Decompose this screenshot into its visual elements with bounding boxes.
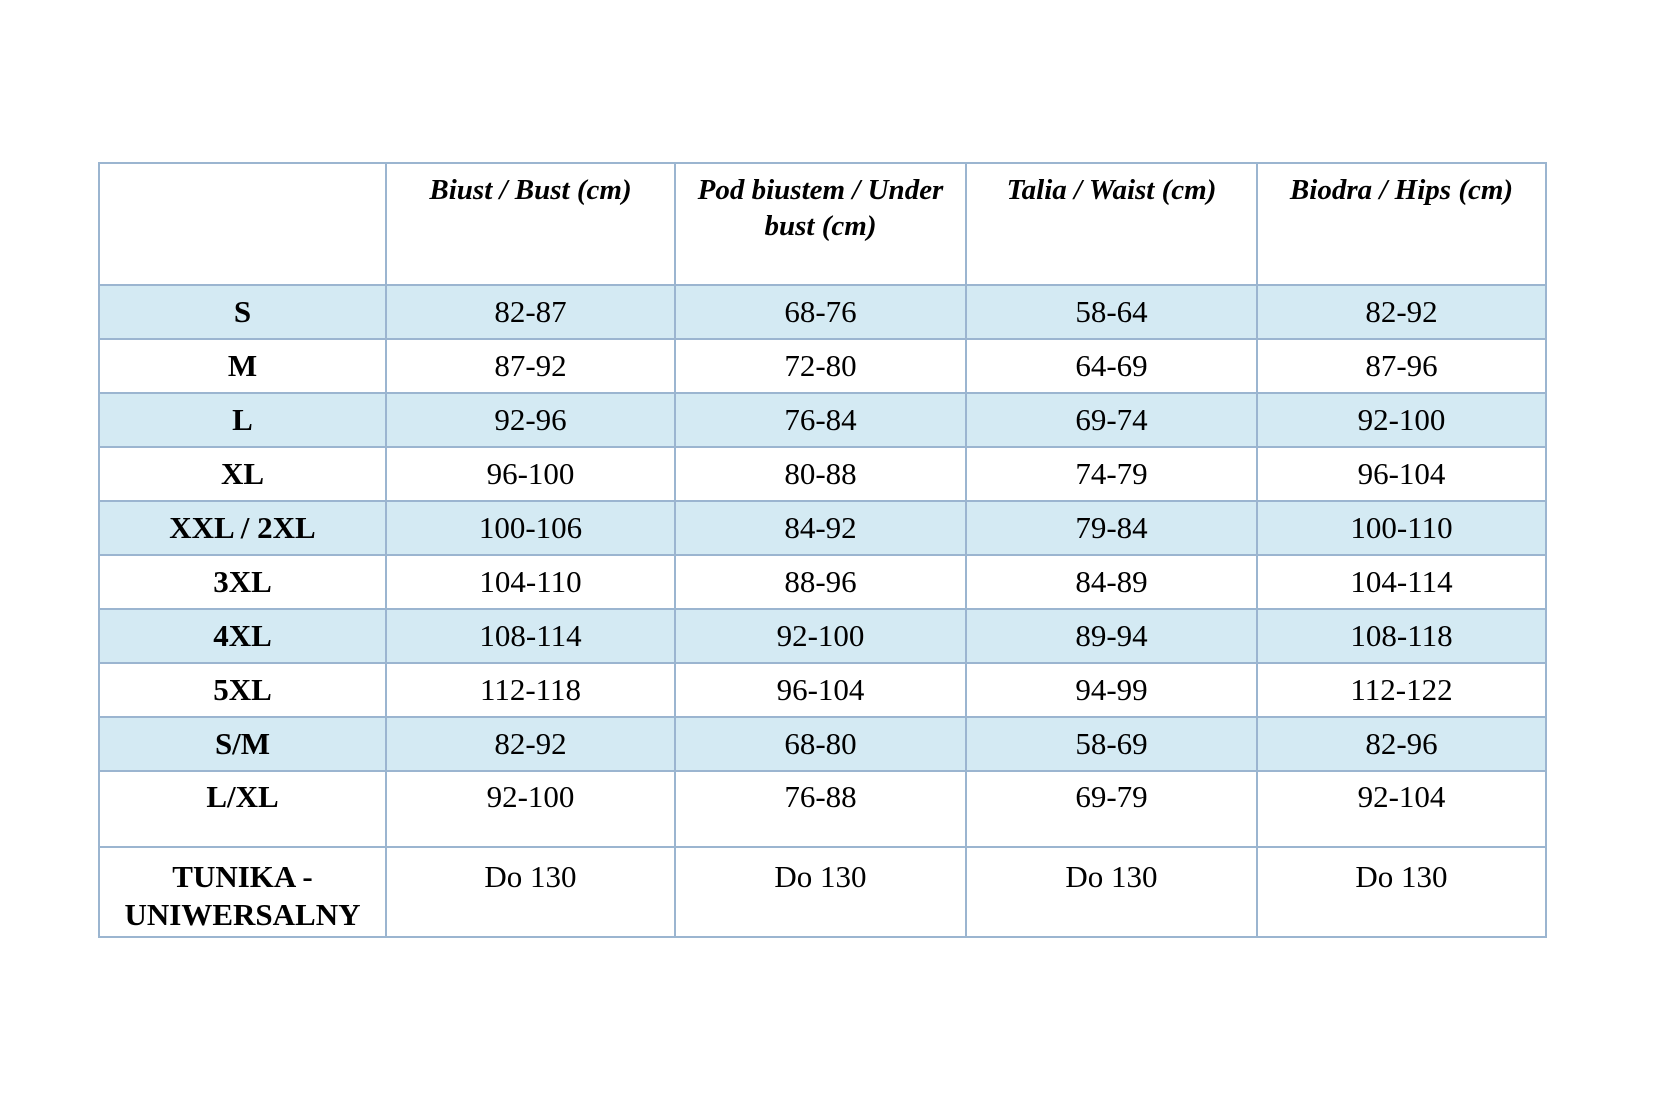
bust-cell: 108-114 <box>386 609 675 663</box>
size-cell: 3XL <box>99 555 386 609</box>
under-bust-cell: 84-92 <box>675 501 966 555</box>
waist-cell: 58-69 <box>966 717 1257 771</box>
table-row <box>99 393 1546 447</box>
size-cell: 5XL <box>99 663 386 717</box>
table-row <box>99 447 1546 501</box>
hips-cell: 104-114 <box>1257 555 1546 609</box>
size-cell: L <box>99 393 386 447</box>
size-cell: S/M <box>99 717 386 771</box>
hips-cell: 87-96 <box>1257 339 1546 393</box>
size-cell: XL <box>99 447 386 501</box>
under-bust-cell: 92-100 <box>675 609 966 663</box>
bust-cell: Do 130 <box>386 847 675 937</box>
table-row <box>99 847 1546 937</box>
table-row <box>99 609 1546 663</box>
bust-cell: 112-118 <box>386 663 675 717</box>
under-bust-cell: 68-76 <box>675 285 966 339</box>
hips-cell: 100-110 <box>1257 501 1546 555</box>
waist-cell: 89-94 <box>966 609 1257 663</box>
table-row <box>99 555 1546 609</box>
hips-cell: 82-96 <box>1257 717 1546 771</box>
table-row <box>99 339 1546 393</box>
waist-cell: 74-79 <box>966 447 1257 501</box>
size-chart-table <box>98 162 1547 938</box>
bust-cell: 100-106 <box>386 501 675 555</box>
waist-cell: 69-79 <box>966 771 1257 847</box>
table-row <box>99 663 1546 717</box>
table-header-row <box>99 163 1546 285</box>
size-cell: XXL / 2XL <box>99 501 386 555</box>
header-hips: Biodra / Hips (cm) <box>1257 163 1546 285</box>
size-cell: S <box>99 285 386 339</box>
under-bust-cell: 76-84 <box>675 393 966 447</box>
waist-cell: 69-74 <box>966 393 1257 447</box>
bust-cell: 92-100 <box>386 771 675 847</box>
bust-cell: 104-110 <box>386 555 675 609</box>
waist-cell: Do 130 <box>966 847 1257 937</box>
waist-cell: 58-64 <box>966 285 1257 339</box>
hips-cell: 92-100 <box>1257 393 1546 447</box>
size-cell: 4XL <box>99 609 386 663</box>
bust-cell: 82-87 <box>386 285 675 339</box>
under-bust-cell: 72-80 <box>675 339 966 393</box>
bust-cell: 92-96 <box>386 393 675 447</box>
size-cell: M <box>99 339 386 393</box>
size-cell: TUNIKA - UNIWERSALNY <box>99 847 386 937</box>
waist-cell: 79-84 <box>966 501 1257 555</box>
under-bust-cell: 96-104 <box>675 663 966 717</box>
table-row <box>99 771 1546 847</box>
table-row <box>99 501 1546 555</box>
under-bust-cell: Do 130 <box>675 847 966 937</box>
header-under-bust: Pod biustem / Under bust (cm) <box>675 163 966 285</box>
hips-cell: 108-118 <box>1257 609 1546 663</box>
under-bust-cell: 76-88 <box>675 771 966 847</box>
size-cell: L/XL <box>99 771 386 847</box>
hips-cell: 92-104 <box>1257 771 1546 847</box>
hips-cell: 82-92 <box>1257 285 1546 339</box>
under-bust-cell: 88-96 <box>675 555 966 609</box>
table-row <box>99 285 1546 339</box>
waist-cell: 84-89 <box>966 555 1257 609</box>
waist-cell: 64-69 <box>966 339 1257 393</box>
waist-cell: 94-99 <box>966 663 1257 717</box>
table-row <box>99 717 1546 771</box>
hips-cell: 112-122 <box>1257 663 1546 717</box>
bust-cell: 87-92 <box>386 339 675 393</box>
header-waist: Talia / Waist (cm) <box>966 163 1257 285</box>
hips-cell: 96-104 <box>1257 447 1546 501</box>
bust-cell: 82-92 <box>386 717 675 771</box>
under-bust-cell: 68-80 <box>675 717 966 771</box>
hips-cell: Do 130 <box>1257 847 1546 937</box>
bust-cell: 96-100 <box>386 447 675 501</box>
under-bust-cell: 80-88 <box>675 447 966 501</box>
header-size <box>99 163 386 285</box>
header-bust: Biust / Bust (cm) <box>386 163 675 285</box>
